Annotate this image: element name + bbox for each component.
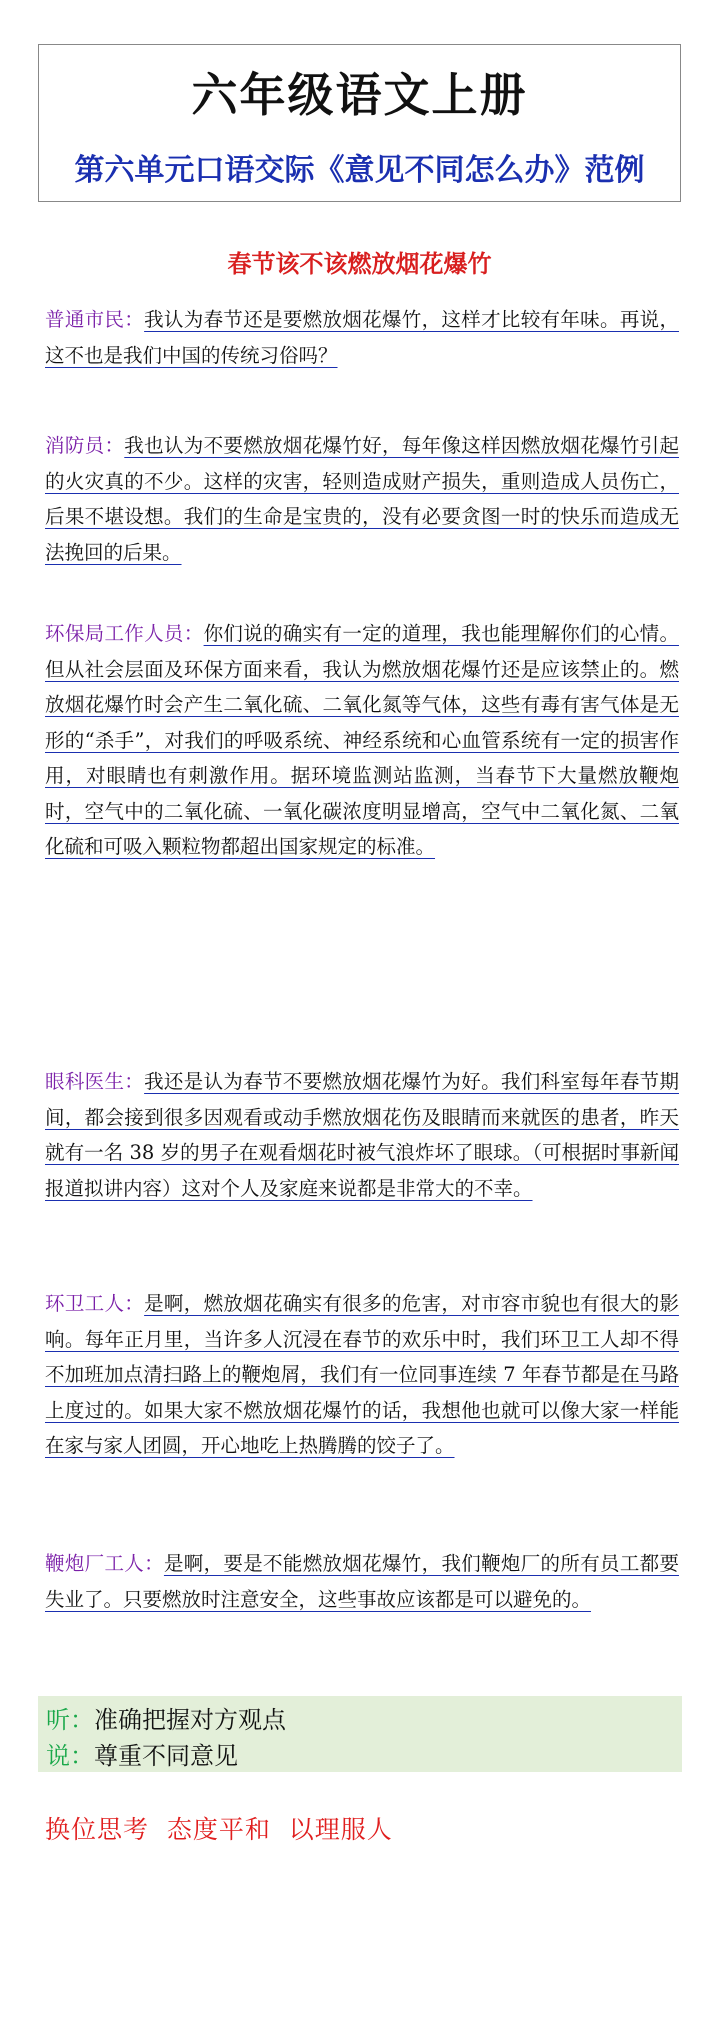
listen-text: 准确把握对方观点: [94, 1706, 286, 1734]
dialogue-firefighter: [45, 428, 679, 570]
listen-line: [46, 1700, 286, 1735]
dialogue-environment-officer: [45, 616, 679, 865]
speech-text: 我也认为不要燃放烟花爆竹好，每年像这样因燃放烟花爆竹引起的火灾真的不少。这样的灾害，轻则造成财产损失，重则造成人员伤亡，后果不堪设想。我们的生命是宝贵的，没有必要贪图一时的快乐而造成无法挽回的后果。: [45, 434, 679, 564]
dialogue-firecracker-worker: [45, 1546, 679, 1617]
dialogue-eye-doctor: [45, 1064, 679, 1206]
listen-key: 听：: [46, 1706, 94, 1734]
header-box: [38, 44, 681, 202]
dialogue-citizen: [45, 302, 679, 373]
speaker-label: 鞭炮厂工人：: [45, 1552, 164, 1575]
speaker-label: 消防员：: [45, 434, 125, 457]
speak-text: 尊重不同意见: [94, 1742, 238, 1770]
speaker-label: 普通市民：: [45, 308, 145, 331]
speaker-label: 环卫工人：: [45, 1292, 145, 1315]
speech-text: 你们说的确实有一定的道理，我也能理解你们的心情。但从社会层面及环保方面来看，我认为燃放烟花爆竹还是应该禁止的。燃放烟花爆竹时会产生二氧化硫、二氧化氮等气体，这些有毒有害气体是无形的“杀手”，对我们的呼吸系统、神经系统和心血管系统有一定的损害作用，对眼睛也有刺激作用。据环境监测站监测，当春节下大量燃放鞭炮时，空气中的二氧化硫、一氧化碳浓度明显增高，空气中二氧化氮、二氧化硫和可吸入颗粒物都超出国家规定的标准。: [45, 622, 679, 858]
speak-line: [46, 1736, 238, 1771]
speaker-label: 眼科医生：: [45, 1070, 145, 1093]
speech-text: 是啊，要是不能燃放烟花爆竹，我们鞭炮厂的所有员工都要失业了。只要燃放时注意安全，这些事故应该都是可以避免的。: [45, 1552, 679, 1611]
page-title: 六年级语文上册: [191, 68, 528, 122]
speak-key: 说：: [46, 1742, 94, 1770]
summary-box: [38, 1696, 682, 1772]
dialogue-sanitation-worker: [45, 1286, 679, 1464]
speech-text: 我还是认为春节不要燃放烟花爆竹为好。我们科室每年春节期间，都会接到很多因观看或动手燃放烟花伤及眼睛而来就医的患者，昨天就有一名 38 岁的男子在观看烟花时被气浪炸坏了眼球。（可根据时事新闻报道拟讲内容）这对个人及家庭来说都是非常大的不幸。: [45, 1070, 679, 1200]
speaker-label: 环保局工作人员：: [45, 622, 204, 645]
speech-text: 是啊，燃放烟花确实有很多的危害，对市容市貌也有很大的影响。每年正月里，当许多人沉浸在春节的欢乐中时，我们环卫工人却不得不加班加点清扫路上的鞭炮屑，我们有一位同事连续 7 年春节都是在马路上度过的。如果大家不燃放烟花爆竹的话，我想他也就可以像大家一样能在家与家人团圆，开心地吃上热腾腾的饺子了。: [45, 1292, 679, 1457]
tips-line: 换位思考 态度平和 以理服人: [45, 1815, 393, 1844]
topic-heading: 春节该不该燃放烟花爆竹: [227, 249, 492, 278]
page-subtitle: 第六单元口语交际《意见不同怎么办》范例: [74, 153, 645, 188]
speech-text: 我认为春节还是要燃放烟花爆竹，这样才比较有年味。再说，这不也是我们中国的传统习俗吗？: [45, 308, 679, 367]
